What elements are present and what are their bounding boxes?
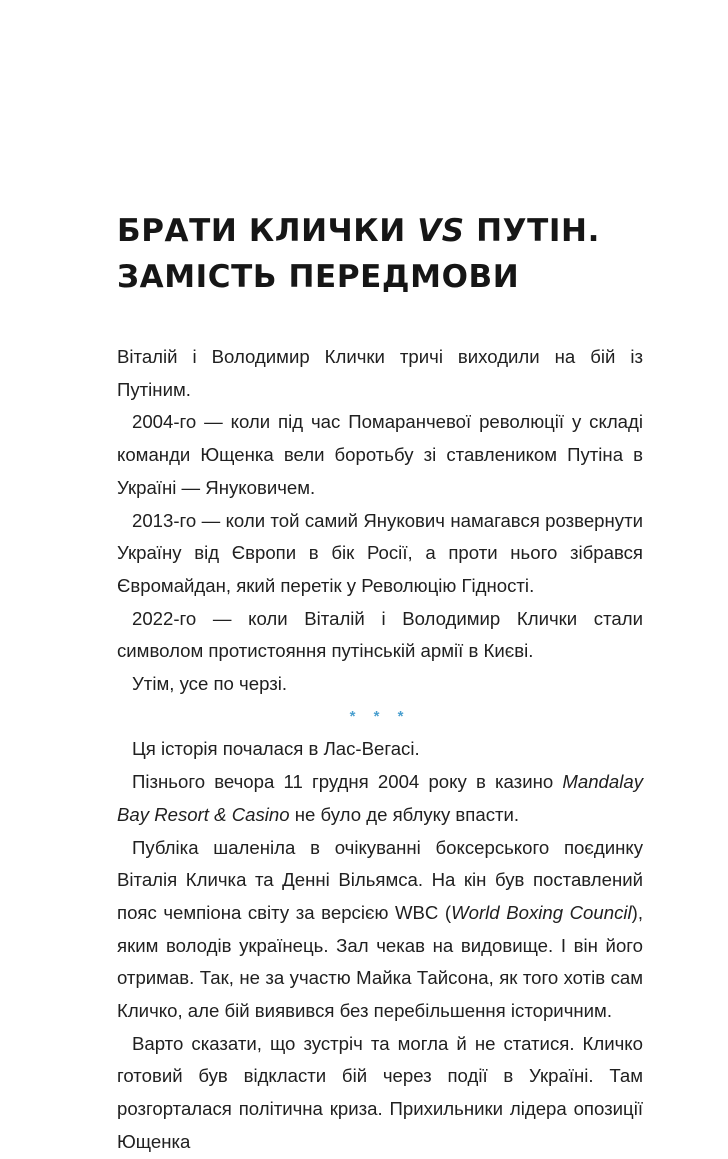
title-text-vs: VS [417, 213, 465, 249]
paragraph-4: 2022-го — коли Віталій і Володимир Клички стали символом протистояння путінській армії в Києві. [117, 607, 643, 662]
paragraph-6: Ця історія почалася в Лас-Вегасі. [132, 738, 420, 760]
wbc-full-name: World Boxing Council [451, 901, 632, 923]
paragraph-8 [117, 832, 643, 1028]
chapter-title-line-1 [117, 208, 657, 254]
paragraph-9: Варто сказати, що зустріч та могла й не статися. Кличко готовий був відкласти бій через події в Україні. Там розгорталася політична криза. Прихильники лідера опозиції Ющенка [117, 1032, 643, 1152]
title-text-brothers: БРАТИ КЛИЧКИ [117, 213, 418, 249]
paragraph-8-text-a: Публіка шаленіла в очікуванні боксерського поєдинку Віталія Кличка та Денні Вільямса. На кін був поставлений пояс чемпіона світу за версією WBC ( [117, 836, 643, 923]
paragraph-7-text-b: не було де яблуку впасти. [289, 803, 520, 825]
section-separator: * * * [349, 707, 411, 725]
paragraph-7 [117, 766, 643, 831]
casino-name: Mandalay Bay Resort & Casino [117, 771, 643, 825]
paragraph-8-text-b: ), яким володів українець. Зал чекав на видовище. І він його отримав. Так, не за участю Майка Тайсона, як того хотів сам Кличко, але бій виявився без перебільшення історичним. [117, 901, 643, 1022]
paragraph-1: Віталій і Володимир Клички тричі виходили на бій із Путіним. [117, 346, 643, 400]
title-text-putin: ПУТІН. [464, 213, 600, 249]
paragraph-5: Утім, усе по черзі. [132, 673, 288, 695]
paragraph-7-text-a: Пізнього вечора 11 грудня 2004 року в казино [132, 771, 563, 793]
chapter-title [117, 208, 657, 300]
paragraph-2: 2004-го — коли під час Помаранчевої революції у складі команди Ющенка вели боротьбу зі ставлеником Путіна в Україні — Януковичем. [117, 411, 643, 498]
chapter-title-line-2: ЗАМІСТЬ ПЕРЕДМОВИ [117, 259, 520, 295]
body-text [117, 341, 643, 1159]
paragraph-3: 2013-го — коли той самий Янукович намагався розвернути Україну від Європи в бік Росії, а проти нього зібрався Євромайдан, який перетік у Революцію Гідності. [117, 509, 643, 596]
